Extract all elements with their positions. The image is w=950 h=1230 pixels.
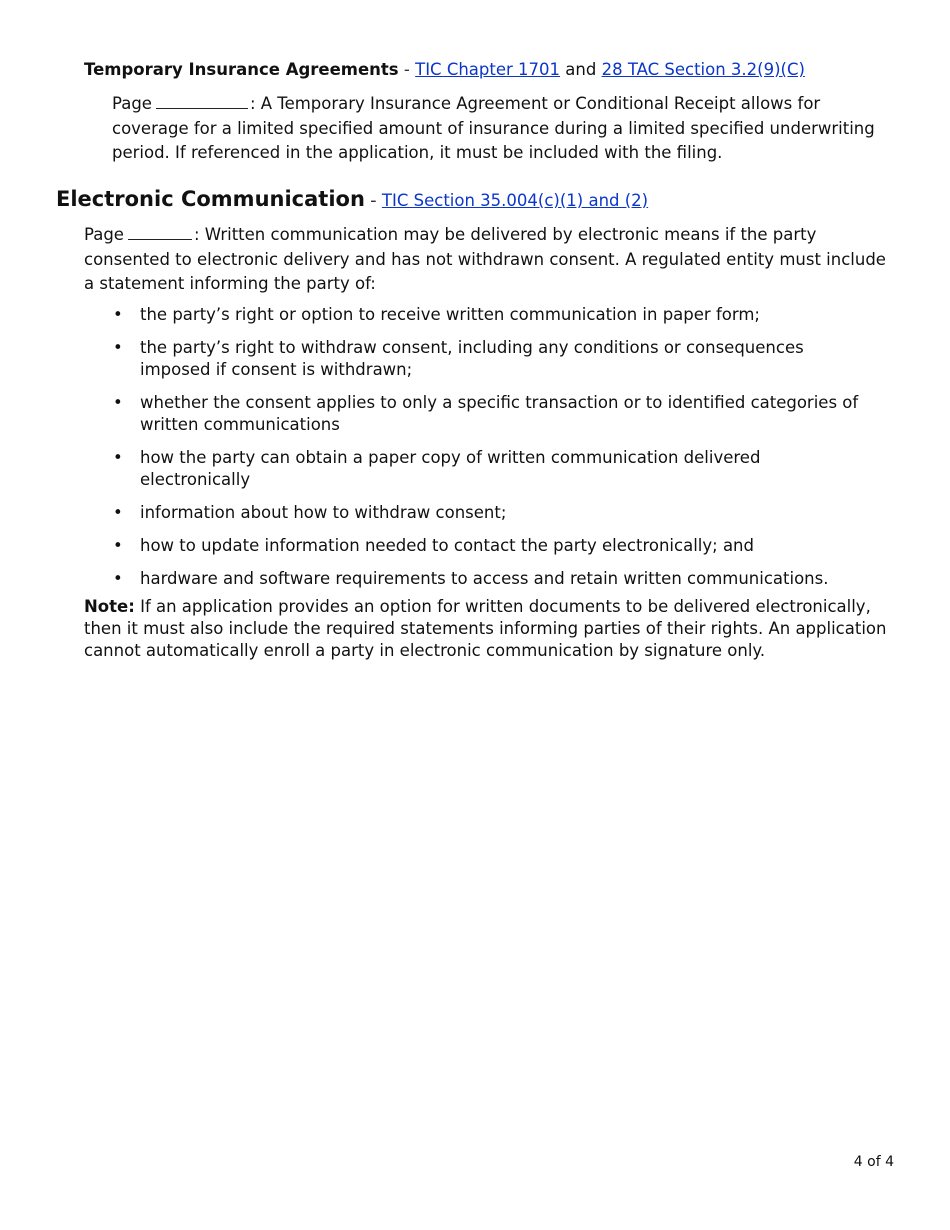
list-item: • the party’s right or option to receive written communication in paper form; xyxy=(113,305,760,324)
tic-chapter-1701-link[interactable]: TIC Chapter 1701 xyxy=(415,60,561,79)
list-item: • the party’s right to withdraw consent, including any conditions or consequences imposed if consent is withdrawn; xyxy=(113,338,804,379)
ec-heading xyxy=(56,185,648,215)
ec-page-label: Page xyxy=(84,225,124,244)
list-item: • information about how to withdraw consent; xyxy=(113,503,507,522)
ec-dash: - xyxy=(370,190,377,211)
ec-text: : Written communication may be delivered by electronic means if the party consented to electronic delivery and has not withdrawn consent. A regulated entity must include a statement informing the party of: xyxy=(84,225,886,293)
bullet-icon: • xyxy=(113,338,123,357)
note-label: Note: xyxy=(84,597,135,616)
bullet-icon: • xyxy=(113,448,123,467)
tia-dash: - xyxy=(403,60,410,79)
list-item: • how to update information needed to contact the party electronically; and xyxy=(113,536,754,555)
tia-title: Temporary Insurance Agreements xyxy=(84,60,399,79)
bullet-icon: • xyxy=(113,569,123,588)
tia-text: : A Temporary Insurance Agreement or Conditional Receipt allows for coverage for a limited specified amount of insurance during a limited specified underwriting period. If referenced in the application, it must be included with the filing. xyxy=(112,94,875,162)
tac-section-link[interactable]: 28 TAC Section 3.2(9)(C) xyxy=(601,60,805,79)
tia-connector: and xyxy=(565,60,597,79)
bullet-icon: • xyxy=(113,305,123,324)
tia-page-label: Page xyxy=(112,94,152,113)
note-text: If an application provides an option for written documents to be delivered electronically, then it must also include the required statements informing parties of their rights. An application cannot automatically enroll a party in electronic communication by signature only. xyxy=(84,597,887,660)
bullet-icon: • xyxy=(113,503,123,522)
tic-section-35004-link[interactable]: TIC Section 35.004(c)(1) and (2) xyxy=(381,191,649,210)
tia-page-blank xyxy=(156,107,248,109)
tia-paragraph xyxy=(112,92,882,166)
note-paragraph xyxy=(84,596,899,662)
list-item: • whether the consent applies to only a specific transaction or to identified categories of written communications xyxy=(113,393,859,434)
ec-title: Electronic Communication xyxy=(56,187,365,211)
bullet-icon: • xyxy=(113,393,123,412)
page-number: 4 of 4 xyxy=(853,1154,894,1170)
ec-bullet-list xyxy=(84,304,864,601)
ec-paragraph xyxy=(84,223,894,297)
tia-heading xyxy=(84,58,805,82)
bullet-icon: • xyxy=(113,536,123,555)
list-item: • how the party can obtain a paper copy of written communication delivered electronically xyxy=(113,448,761,489)
ec-page-blank xyxy=(128,238,192,240)
list-item: • hardware and software requirements to access and retain written communications. xyxy=(113,569,829,588)
